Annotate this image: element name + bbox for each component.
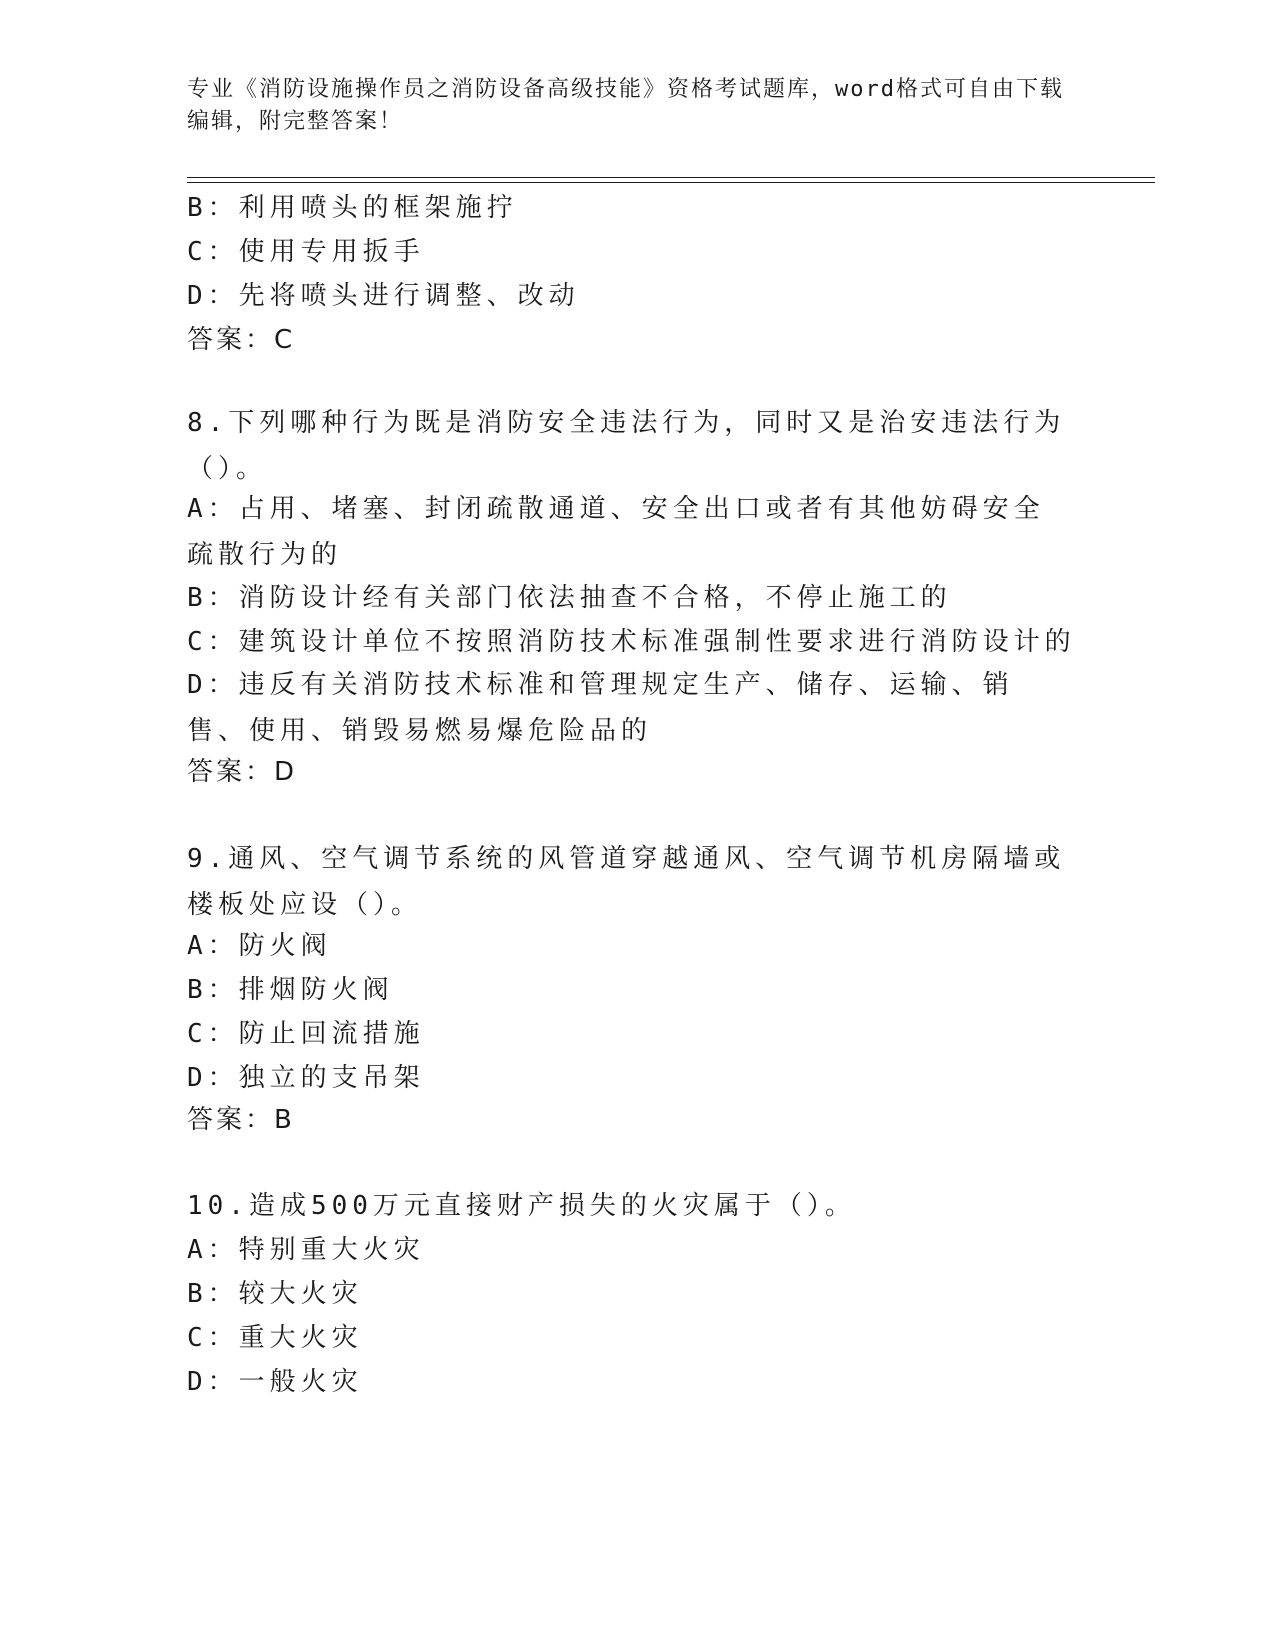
- q9-option-d: D：独立的支吊架: [187, 1063, 425, 1093]
- q8-option-b: B：消防设计经有关部门依法抽查不合格，不停止施工的: [187, 583, 952, 613]
- q7-option-c: C：使用专用扳手: [187, 237, 425, 267]
- q8-answer: 答案：D: [187, 757, 298, 787]
- q9-option-b: B：排烟防火阀: [187, 975, 394, 1005]
- q8-question: 8.下列哪种行为既是消防安全违法行为，同时又是治安违法行为（）。: [187, 408, 1066, 484]
- q10-option-c: C：重大火灾: [187, 1323, 363, 1353]
- q8-option-c: C：建筑设计单位不按照消防技术标准强制性要求进行消防设计的: [187, 627, 1076, 657]
- q9-option-c: C：防止回流措施: [187, 1019, 425, 1049]
- q10-option-d: D：一般火灾: [187, 1367, 363, 1397]
- q9-answer: 答案：B: [187, 1105, 295, 1135]
- document-header: 专业《消防设施操作员之消防设备高级技能》资格考试题库，word格式可自由下载编辑，附完整答案！: [187, 77, 1064, 134]
- q7-option-d: D：先将喷头进行调整、改动: [187, 281, 580, 311]
- q9-question: 9.通风、空气调节系统的风管道穿越通风、空气调节机房隔墙或楼板处应设（）。: [187, 844, 1066, 920]
- header-divider-bottom: [187, 182, 1155, 183]
- q7-option-b: B：利用喷头的框架施拧: [187, 193, 518, 223]
- q10-option-b: B：较大火灾: [187, 1279, 363, 1309]
- q10-question: 10.造成500万元直接财产损失的火灾属于（）。: [187, 1191, 856, 1221]
- q8-option-a: A：占用、堵塞、封闭疏散通道、安全出口或者有其他妨碍安全疏散行为的: [187, 494, 1045, 570]
- q10-option-a: A：特别重大火灾: [187, 1235, 425, 1265]
- q8-option-d: D：违反有关消防技术标准和管理规定生产、储存、运输、销售、使用、销毁易燃易爆危险品的: [187, 670, 1014, 746]
- q7-answer: 答案：C: [187, 325, 296, 355]
- q9-option-a: A：防火阀: [187, 931, 332, 961]
- header-divider-top: [187, 177, 1155, 178]
